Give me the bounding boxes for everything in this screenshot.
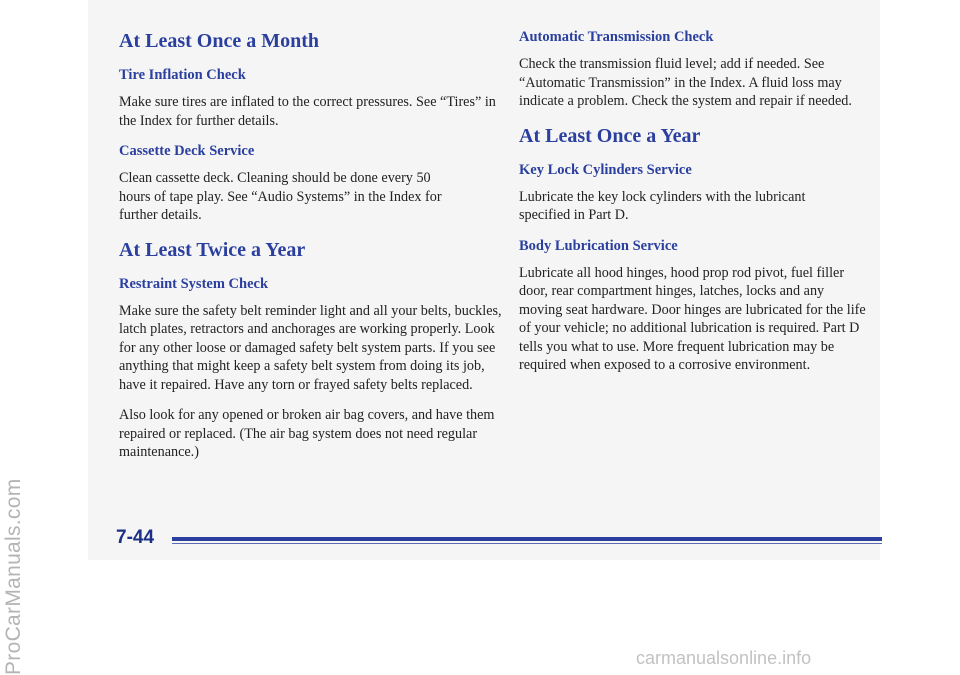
heading-transmission-check: Automatic Transmission Check: [519, 29, 714, 45]
left-column: [119, 28, 514, 474]
footer-rule-thin: [172, 543, 882, 544]
paragraph-air-bag: Also look for any opened or broken air bag covers, and have them repaired or replaced. (The air bag system does not need regular maintenance.): [119, 407, 495, 460]
restraint-system-section: [119, 275, 514, 462]
section-title-once-a-month: At Least Once a Month: [119, 30, 319, 52]
page-number: 7-44: [116, 527, 155, 548]
paragraph-tire-inflation: Make sure tires are inflated to the correct pressures. See “Tires” in the Index for further details.: [119, 94, 496, 129]
heading-cassette-deck: Cassette Deck Service: [119, 143, 255, 159]
paragraph-body-lubrication: Lubricate all hood hinges, hood prop rod pivot, fuel filler door, rear compartment hinges, latches, locks and any moving seat hardware. Door hinges are lubricated for the life of your vehicle; no additional lubrication is required. Part D tells you what to use. More frequent lubrication may be required when exposed to a corrosive environment.: [519, 264, 866, 373]
tire-inflation-section: [119, 66, 514, 130]
section-title-once-a-year: At Least Once a Year: [519, 124, 701, 147]
heading-body-lubrication: Body Lubrication Service: [519, 237, 678, 254]
footer-watermark: carmanualsonline.info: [636, 648, 812, 668]
footer-rule-thick: [172, 537, 882, 541]
body-lubrication-section: [519, 237, 871, 375]
side-watermark: ProCarManuals.com: [2, 478, 25, 675]
transmission-section: [519, 28, 871, 111]
cassette-deck-section: [119, 142, 514, 225]
heading-restraint-system: Restraint System Check: [119, 275, 269, 292]
key-lock-section: [519, 161, 871, 225]
heading-key-lock: Key Lock Cylinders Service: [519, 161, 692, 178]
paragraph-cassette-deck: Clean cassette deck. Cleaning should be done every 50 hours of tape play. See “Audio Systems” in the Index for further details.: [119, 170, 442, 223]
paragraph-restraint-system: Make sure the safety belt reminder light and all your belts, buckles, latch plates, retractors and anchorages are working properly. Look for any other loose or damaged safety belt system parts. If you see anything that might keep a safety belt system from doing its job, have it repaired. Have any torn or frayed safety belts replaced.: [119, 302, 502, 393]
paragraph-transmission-check: Check the transmission fluid level; add if needed. See “Automatic Transmission” in the Index. A fluid loss may indicate a problem. Check the system and repair if needed.: [519, 56, 852, 109]
heading-tire-inflation: Tire Inflation Check: [119, 67, 246, 83]
paragraph-key-lock: Lubricate the key lock cylinders with the lubricant specified in Part D.: [519, 188, 806, 223]
right-column: [519, 28, 871, 387]
section-title-twice-a-year: At Least Twice a Year: [119, 238, 306, 261]
